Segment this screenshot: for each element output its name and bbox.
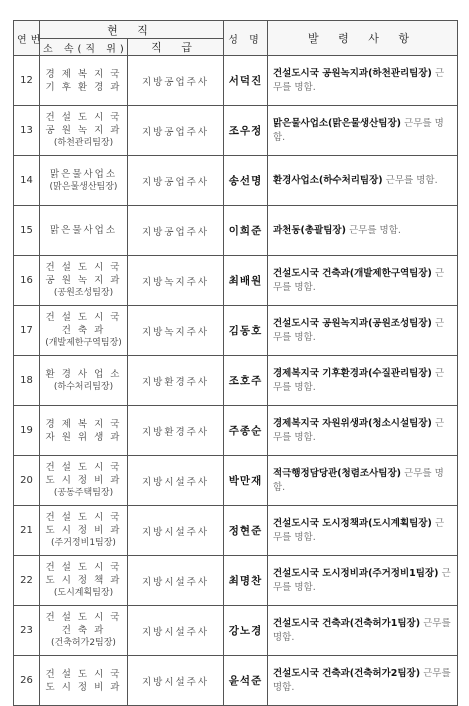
- row-number: 22: [14, 556, 40, 606]
- appointment-order: [268, 506, 458, 556]
- department-line: 건 설 도 시 국: [45, 512, 122, 523]
- appointment-suffix: 근무를 명함.: [273, 467, 444, 493]
- table-row: [14, 106, 458, 156]
- person-name: 송선명: [224, 156, 268, 206]
- person-name: 김동호: [224, 306, 268, 356]
- table-row: [14, 606, 458, 656]
- department-line: 맑은물사업소: [49, 225, 118, 236]
- appointment-order: [268, 156, 458, 206]
- rank-cell: 지방환경주사: [128, 406, 224, 456]
- department-line: (도시계획팀장): [53, 588, 114, 598]
- rank-cell: 지방공업주사: [128, 156, 224, 206]
- department-cell: [40, 306, 128, 356]
- department-line: 공 원 녹 지 과: [45, 125, 122, 136]
- rank-cell: 지방공업주사: [128, 206, 224, 256]
- table-row: [14, 406, 458, 456]
- department-cell: [40, 656, 128, 706]
- rank-cell: 지방환경주사: [128, 356, 224, 406]
- department-line: 자 원 위 생 과: [45, 431, 122, 443]
- appointment-target: 환경사업소(하수처리팀장): [273, 174, 383, 186]
- header-no: 연번: [14, 21, 40, 56]
- department-cell: [40, 356, 128, 406]
- rank-cell: 지방녹지주사: [128, 306, 224, 356]
- appointment-order: [268, 406, 458, 456]
- appointment-target: 맑은물사업소(맑은물생산팀장): [273, 117, 401, 129]
- appointment-suffix: 근무를 명함.: [273, 517, 445, 543]
- rank-cell: 지방시설주사: [128, 656, 224, 706]
- row-number: 18: [14, 356, 40, 406]
- department-line: (건축허가2팀장): [51, 638, 116, 648]
- department-cell: [40, 156, 128, 206]
- department-line: 도 시 정 책 과: [45, 575, 122, 586]
- department-line: 경 제 복 지 국: [45, 68, 122, 80]
- table-row: [14, 356, 458, 406]
- department-cell: [40, 256, 128, 306]
- row-number: 12: [14, 56, 40, 106]
- rank-cell: 지방공업주사: [128, 56, 224, 106]
- table-row: [14, 306, 458, 356]
- appointment-suffix: 근무를 명함.: [273, 267, 445, 293]
- appointment-target: 건설도시국 도시정책과(도시계획팀장): [273, 517, 432, 529]
- table-row: [14, 256, 458, 306]
- row-number: 14: [14, 156, 40, 206]
- appointment-target: 건설도시국 공원녹지과(하천관리팀장): [273, 67, 432, 79]
- appointment-target: 건설도시국 도시정비과(주거정비1팀장): [273, 567, 439, 579]
- department-line: 환 경 사 업 소: [45, 368, 122, 380]
- department-line: 건 설 도 시 국: [45, 462, 122, 473]
- appointment-target: 건설도시국 공원녹지과(공원조성팀장): [273, 317, 432, 329]
- header-dept: 소 속(직 위): [40, 39, 128, 56]
- row-number: 21: [14, 506, 40, 556]
- table-row: [14, 506, 458, 556]
- row-number: 16: [14, 256, 40, 306]
- department-cell: [40, 106, 128, 156]
- person-name: 조우정: [224, 106, 268, 156]
- department-cell: [40, 456, 128, 506]
- appointment-target: 건설도시국 건축과(건축허가1팀장): [273, 617, 421, 629]
- department-cell: [40, 56, 128, 106]
- row-number: 17: [14, 306, 40, 356]
- appointment-target: 적극행정담당관(청렴조사팀장): [273, 467, 401, 479]
- appointment-order: [268, 656, 458, 706]
- department-line: (하천관리팀장): [53, 138, 114, 148]
- department-line: (하수처리팀장): [53, 381, 114, 392]
- rank-cell: 지방공업주사: [128, 106, 224, 156]
- rank-cell: 지방시설주사: [128, 456, 224, 506]
- header-order: 발 령 사 항: [268, 21, 458, 56]
- person-name: 강노경: [224, 606, 268, 656]
- person-name: 조호주: [224, 356, 268, 406]
- person-name: 정현준: [224, 506, 268, 556]
- appointment-suffix: 근무를 명함.: [273, 67, 445, 93]
- appointment-target: 경제복지국 자원위생과(청소시설팀장): [273, 417, 432, 429]
- person-name: 박만재: [224, 456, 268, 506]
- department-line: (개발제한구역팀장): [45, 338, 122, 348]
- appointment-suffix: 근무를 명함.: [385, 174, 438, 186]
- appointment-suffix: 근무를 명함.: [273, 417, 445, 443]
- department-line: (공원조성팀장): [53, 288, 114, 298]
- department-line: 맑은물사업소: [49, 168, 118, 180]
- department-cell: [40, 206, 128, 256]
- department-line: 건 설 도 시 국: [45, 668, 122, 680]
- appointment-order: [268, 556, 458, 606]
- person-name: 윤석준: [224, 656, 268, 706]
- department-line: 도 시 정 비 과: [45, 681, 122, 693]
- header-current-position: 현 직: [40, 21, 224, 39]
- appointment-order: [268, 56, 458, 106]
- appointment-target: 과천동(총괄팀장): [273, 224, 346, 236]
- department-line: (맑은물생산팀장): [49, 181, 118, 192]
- row-number: 19: [14, 406, 40, 456]
- appointment-suffix: 근무를 명함.: [273, 117, 444, 143]
- department-line: 건 설 도 시 국: [45, 562, 122, 573]
- table-row: [14, 656, 458, 706]
- department-line: 기 후 환 경 과: [45, 81, 122, 93]
- rank-cell: 지방시설주사: [128, 506, 224, 556]
- row-number: 20: [14, 456, 40, 506]
- department-line: 경 제 복 지 국: [45, 418, 122, 430]
- table-row: [14, 156, 458, 206]
- appointment-order: [268, 256, 458, 306]
- table-row: [14, 206, 458, 256]
- appointment-target: 경제복지국 기후환경과(수질관리팀장): [273, 367, 432, 379]
- department-line: 건 설 도 시 국: [45, 112, 122, 123]
- rank-cell: 지방녹지주사: [128, 256, 224, 306]
- department-line: (공동주택팀장): [53, 488, 114, 498]
- table-row: [14, 56, 458, 106]
- appointment-suffix: 근무를 명함.: [273, 667, 451, 693]
- department-cell: [40, 556, 128, 606]
- appointment-suffix: 근무를 명함.: [273, 617, 451, 643]
- appointment-order: [268, 306, 458, 356]
- appointment-target: 건설도시국 건축과(건축허가2팀장): [273, 667, 421, 679]
- row-number: 26: [14, 656, 40, 706]
- department-line: 건 설 도 시 국: [45, 262, 122, 273]
- rank-cell: 지방시설주사: [128, 606, 224, 656]
- person-name: 최명찬: [224, 556, 268, 606]
- department-line: 건 설 도 시 국: [45, 612, 122, 623]
- appointment-order: [268, 456, 458, 506]
- appointment-order: [268, 106, 458, 156]
- appointment-suffix: 근무를 명함.: [348, 224, 401, 236]
- appointment-suffix: 근무를 명함.: [273, 567, 451, 593]
- department-line: 건 설 도 시 국: [45, 312, 122, 323]
- row-number: 15: [14, 206, 40, 256]
- header-name: 성 명: [224, 21, 268, 56]
- department-line: 공 원 녹 지 과: [45, 275, 122, 286]
- person-name: 서덕진: [224, 56, 268, 106]
- department-line: 도 시 정 비 과: [45, 525, 122, 536]
- person-name: 이희준: [224, 206, 268, 256]
- table-row: [14, 456, 458, 506]
- table-row: [14, 556, 458, 606]
- appointment-suffix: 근무를 명함.: [273, 317, 445, 343]
- appointment-order: [268, 606, 458, 656]
- department-line: 건 축 과: [61, 625, 106, 636]
- department-cell: [40, 406, 128, 456]
- person-name: 최배원: [224, 256, 268, 306]
- header-rank: 직 급: [128, 39, 224, 56]
- appointment-target: 건설도시국 건축과(개발제한구역팀장): [273, 267, 432, 279]
- department-line: (주거정비1팀장): [51, 538, 116, 548]
- personnel-table: [13, 20, 458, 706]
- department-line: 도 시 정 비 과: [45, 475, 122, 486]
- table-body: [14, 56, 458, 706]
- department-cell: [40, 506, 128, 556]
- row-number: 13: [14, 106, 40, 156]
- appointment-order: [268, 206, 458, 256]
- appointment-order: [268, 356, 458, 406]
- department-line: 건 축 과: [61, 325, 106, 336]
- department-cell: [40, 606, 128, 656]
- row-number: 23: [14, 606, 40, 656]
- appointment-suffix: 근무를 명함.: [273, 367, 445, 393]
- person-name: 주종순: [224, 406, 268, 456]
- rank-cell: 지방시설주사: [128, 556, 224, 606]
